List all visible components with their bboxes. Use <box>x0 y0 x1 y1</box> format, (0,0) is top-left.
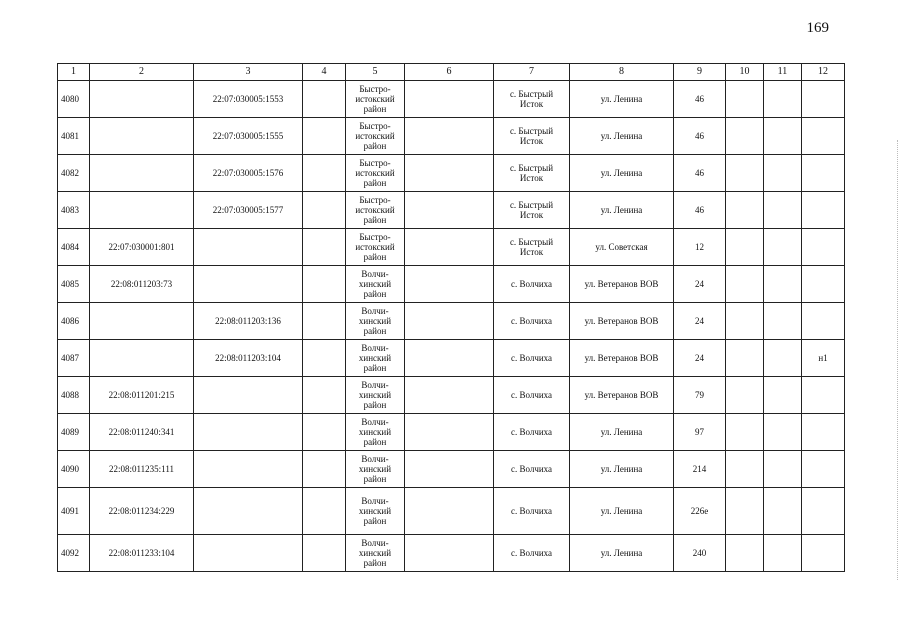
table-cell-col-7: с. Волчиха <box>494 535 570 572</box>
table-cell-col-9: 46 <box>674 155 726 192</box>
table-cell-col-12 <box>802 118 845 155</box>
table-row <box>58 266 845 303</box>
table-cell-col-9: 46 <box>674 81 726 118</box>
table-cell-col-2: 22:08:011203:73 <box>90 266 194 303</box>
table-cell-col-1: 4084 <box>58 229 90 266</box>
table-cell-col-10 <box>726 414 764 451</box>
table-cell-col-9: 24 <box>674 303 726 340</box>
table-cell-col-8: ул. Ленина <box>570 535 674 572</box>
table-cell-col-9: 24 <box>674 266 726 303</box>
table-cell-col-1: 4083 <box>58 192 90 229</box>
table-cell-col-8: ул. Ветеранов ВОВ <box>570 303 674 340</box>
table-cell-col-11 <box>764 118 802 155</box>
table-cell-col-2: 22:08:011234:229 <box>90 488 194 535</box>
table-cell-col-8: ул. Ветеранов ВОВ <box>570 266 674 303</box>
table-cell-col-5: Быстро- истокский район <box>346 229 405 266</box>
table-cell-col-4 <box>303 303 346 340</box>
table-cell-col-9: 46 <box>674 192 726 229</box>
table-cell-col-9: 12 <box>674 229 726 266</box>
table-cell-col-6 <box>405 451 494 488</box>
table-cell-col-3: 22:07:030005:1577 <box>194 192 303 229</box>
table-cell-col-2 <box>90 81 194 118</box>
table-cell-col-2 <box>90 192 194 229</box>
table-cell-col-8: ул. Ленина <box>570 155 674 192</box>
table-cell-col-9: 97 <box>674 414 726 451</box>
table-cell-col-7: с. Быстрый Исток <box>494 155 570 192</box>
table-cell-col-2: 22:08:011240:341 <box>90 414 194 451</box>
table-cell-col-7: с. Волчиха <box>494 303 570 340</box>
table-cell-col-11 <box>764 377 802 414</box>
table-cell-col-3 <box>194 377 303 414</box>
table-cell-col-1: 4081 <box>58 118 90 155</box>
table-cell-col-11 <box>764 229 802 266</box>
table-row <box>58 340 845 377</box>
table-cell-col-5: Волчи- хинский район <box>346 266 405 303</box>
table-cell-col-7: с. Быстрый Исток <box>494 81 570 118</box>
table-cell-col-11 <box>764 535 802 572</box>
table-cell-col-7: с. Волчиха <box>494 488 570 535</box>
table-cell-col-10 <box>726 81 764 118</box>
table-cell-col-5: Быстро- истокский район <box>346 118 405 155</box>
table-cell-col-4 <box>303 451 346 488</box>
table-cell-col-12 <box>802 414 845 451</box>
table-cell-col-1: 4085 <box>58 266 90 303</box>
table-cell-col-4 <box>303 266 346 303</box>
table-cell-col-7: с. Волчиха <box>494 266 570 303</box>
table-cell-col-6 <box>405 303 494 340</box>
table-row <box>58 535 845 572</box>
table-cell-col-5: Волчи- хинский район <box>346 303 405 340</box>
table-cell-col-3: 22:07:030005:1555 <box>194 118 303 155</box>
table-cell-col-2 <box>90 118 194 155</box>
table-cell-col-1: 4082 <box>58 155 90 192</box>
table-cell-col-12 <box>802 377 845 414</box>
table-cell-col-4 <box>303 535 346 572</box>
table-cell-col-4 <box>303 229 346 266</box>
table-cell-col-4 <box>303 118 346 155</box>
table-row <box>58 229 845 266</box>
table-cell-col-2: 22:08:011235:111 <box>90 451 194 488</box>
table-cell-col-10 <box>726 266 764 303</box>
table-cell-col-4 <box>303 488 346 535</box>
table-cell-col-7: с. Волчиха <box>494 451 570 488</box>
table-cell-col-1: 4090 <box>58 451 90 488</box>
table-cell-col-11 <box>764 266 802 303</box>
table-cell-col-8: ул. Ветеранов ВОВ <box>570 340 674 377</box>
col-header: 7 <box>494 64 570 81</box>
table-cell-col-1: 4086 <box>58 303 90 340</box>
table-cell-col-12 <box>802 192 845 229</box>
col-header: 6 <box>405 64 494 81</box>
table-cell-col-4 <box>303 192 346 229</box>
table-cell-col-12 <box>802 81 845 118</box>
col-header: 4 <box>303 64 346 81</box>
table-cell-col-3 <box>194 488 303 535</box>
table-cell-col-10 <box>726 377 764 414</box>
table-cell-col-3 <box>194 451 303 488</box>
table-cell-col-1: 4092 <box>58 535 90 572</box>
table-cell-col-6 <box>405 488 494 535</box>
table-cell-col-2: 22:08:011201:215 <box>90 377 194 414</box>
table-cell-col-12 <box>802 535 845 572</box>
table-cell-col-5: Быстро- истокский район <box>346 192 405 229</box>
table-cell-col-4 <box>303 81 346 118</box>
table-cell-col-5: Быстро- истокский район <box>346 81 405 118</box>
table-cell-col-6 <box>405 229 494 266</box>
table-cell-col-9: 46 <box>674 118 726 155</box>
table-cell-col-5: Волчи- хинский район <box>346 340 405 377</box>
table-cell-col-6 <box>405 118 494 155</box>
col-header: 10 <box>726 64 764 81</box>
table-cell-col-11 <box>764 451 802 488</box>
table-cell-col-12 <box>802 488 845 535</box>
table-row <box>58 414 845 451</box>
table-row <box>58 81 845 118</box>
table-cell-col-8: ул. Ленина <box>570 488 674 535</box>
table-cell-col-2 <box>90 340 194 377</box>
table-cell-col-9: 24 <box>674 340 726 377</box>
table-cell-col-8: ул. Ленина <box>570 81 674 118</box>
table-cell-col-8: ул. Ленина <box>570 451 674 488</box>
col-header: 3 <box>194 64 303 81</box>
table-cell-col-4 <box>303 340 346 377</box>
table-cell-col-7: с. Быстрый Исток <box>494 192 570 229</box>
table-cell-col-12 <box>802 229 845 266</box>
table-cell-col-10 <box>726 535 764 572</box>
table-cell-col-3: 22:07:030005:1576 <box>194 155 303 192</box>
table-cell-col-1: 4080 <box>58 81 90 118</box>
col-header: 9 <box>674 64 726 81</box>
table-cell-col-1: 4089 <box>58 414 90 451</box>
table-cell-col-4 <box>303 155 346 192</box>
col-header: 5 <box>346 64 405 81</box>
table-cell-col-11 <box>764 414 802 451</box>
table-cell-col-4 <box>303 377 346 414</box>
table-row <box>58 451 845 488</box>
table-cell-col-3 <box>194 229 303 266</box>
table-cell-col-3 <box>194 535 303 572</box>
table-cell-col-10 <box>726 451 764 488</box>
table-cell-col-10 <box>726 229 764 266</box>
table-cell-col-10 <box>726 118 764 155</box>
table-row <box>58 303 845 340</box>
table-cell-col-10 <box>726 155 764 192</box>
table-cell-col-6 <box>405 266 494 303</box>
table-cell-col-3 <box>194 414 303 451</box>
table-row <box>58 192 845 229</box>
table-cell-col-9: 226е <box>674 488 726 535</box>
table-cell-col-12 <box>802 155 845 192</box>
table-cell-col-3: 22:07:030005:1553 <box>194 81 303 118</box>
col-header: 8 <box>570 64 674 81</box>
table-cell-col-10 <box>726 303 764 340</box>
table-cell-col-9: 240 <box>674 535 726 572</box>
page-number: 169 <box>806 20 829 36</box>
table-cell-col-6 <box>405 340 494 377</box>
table-cell-col-5: Волчи- хинский район <box>346 488 405 535</box>
table-cell-col-11 <box>764 303 802 340</box>
table-row <box>58 155 845 192</box>
table-cell-col-8: ул. Ветеранов ВОВ <box>570 377 674 414</box>
table-cell-col-6 <box>405 155 494 192</box>
registry-table <box>57 63 845 572</box>
table-cell-col-8: ул. Ленина <box>570 118 674 155</box>
col-header: 2 <box>90 64 194 81</box>
table-cell-col-11 <box>764 340 802 377</box>
table-cell-col-6 <box>405 414 494 451</box>
table-cell-col-11 <box>764 155 802 192</box>
table-cell-col-10 <box>726 488 764 535</box>
table-cell-col-10 <box>726 192 764 229</box>
table-row <box>58 118 845 155</box>
col-header: 11 <box>764 64 802 81</box>
table-cell-col-3: 22:08:011203:136 <box>194 303 303 340</box>
table-cell-col-9: 79 <box>674 377 726 414</box>
table-cell-col-2: 22:08:011233:104 <box>90 535 194 572</box>
table-cell-col-11 <box>764 488 802 535</box>
table-cell-col-1: 4088 <box>58 377 90 414</box>
table-cell-col-4 <box>303 414 346 451</box>
table-cell-col-8: ул. Советская <box>570 229 674 266</box>
table-cell-col-5: Волчи- хинский район <box>346 414 405 451</box>
table-cell-col-6 <box>405 81 494 118</box>
table-cell-col-1: 4087 <box>58 340 90 377</box>
table-cell-col-12 <box>802 266 845 303</box>
table-cell-col-1: 4091 <box>58 488 90 535</box>
scan-edge-line <box>897 140 899 580</box>
table-cell-col-5: Волчи- хинский район <box>346 451 405 488</box>
header-row <box>58 64 845 81</box>
table-cell-col-7: с. Волчиха <box>494 414 570 451</box>
table-cell-col-5: Быстро- истокский район <box>346 155 405 192</box>
table-cell-col-11 <box>764 192 802 229</box>
table-cell-col-6 <box>405 377 494 414</box>
table-cell-col-5: Волчи- хинский район <box>346 377 405 414</box>
table-cell-col-5: Волчи- хинский район <box>346 535 405 572</box>
table-cell-col-2 <box>90 303 194 340</box>
table-cell-col-11 <box>764 81 802 118</box>
table-cell-col-7: с. Волчиха <box>494 340 570 377</box>
table-cell-col-7: с. Быстрый Исток <box>494 229 570 266</box>
table-cell-col-3 <box>194 266 303 303</box>
table-cell-col-7: с. Волчиха <box>494 377 570 414</box>
table-cell-col-8: ул. Ленина <box>570 192 674 229</box>
table-cell-col-12 <box>802 451 845 488</box>
table-cell-col-6 <box>405 192 494 229</box>
table-cell-col-12 <box>802 303 845 340</box>
table-cell-col-2 <box>90 155 194 192</box>
col-header: 1 <box>58 64 90 81</box>
table-cell-col-12: н1 <box>802 340 845 377</box>
table-cell-col-9: 214 <box>674 451 726 488</box>
table-cell-col-6 <box>405 535 494 572</box>
table-cell-col-3: 22:08:011203:104 <box>194 340 303 377</box>
table-cell-col-10 <box>726 340 764 377</box>
table-row <box>58 488 845 535</box>
table-row <box>58 377 845 414</box>
table-cell-col-8: ул. Ленина <box>570 414 674 451</box>
col-header: 12 <box>802 64 845 81</box>
table-cell-col-7: с. Быстрый Исток <box>494 118 570 155</box>
table-cell-col-2: 22:07:030001:801 <box>90 229 194 266</box>
